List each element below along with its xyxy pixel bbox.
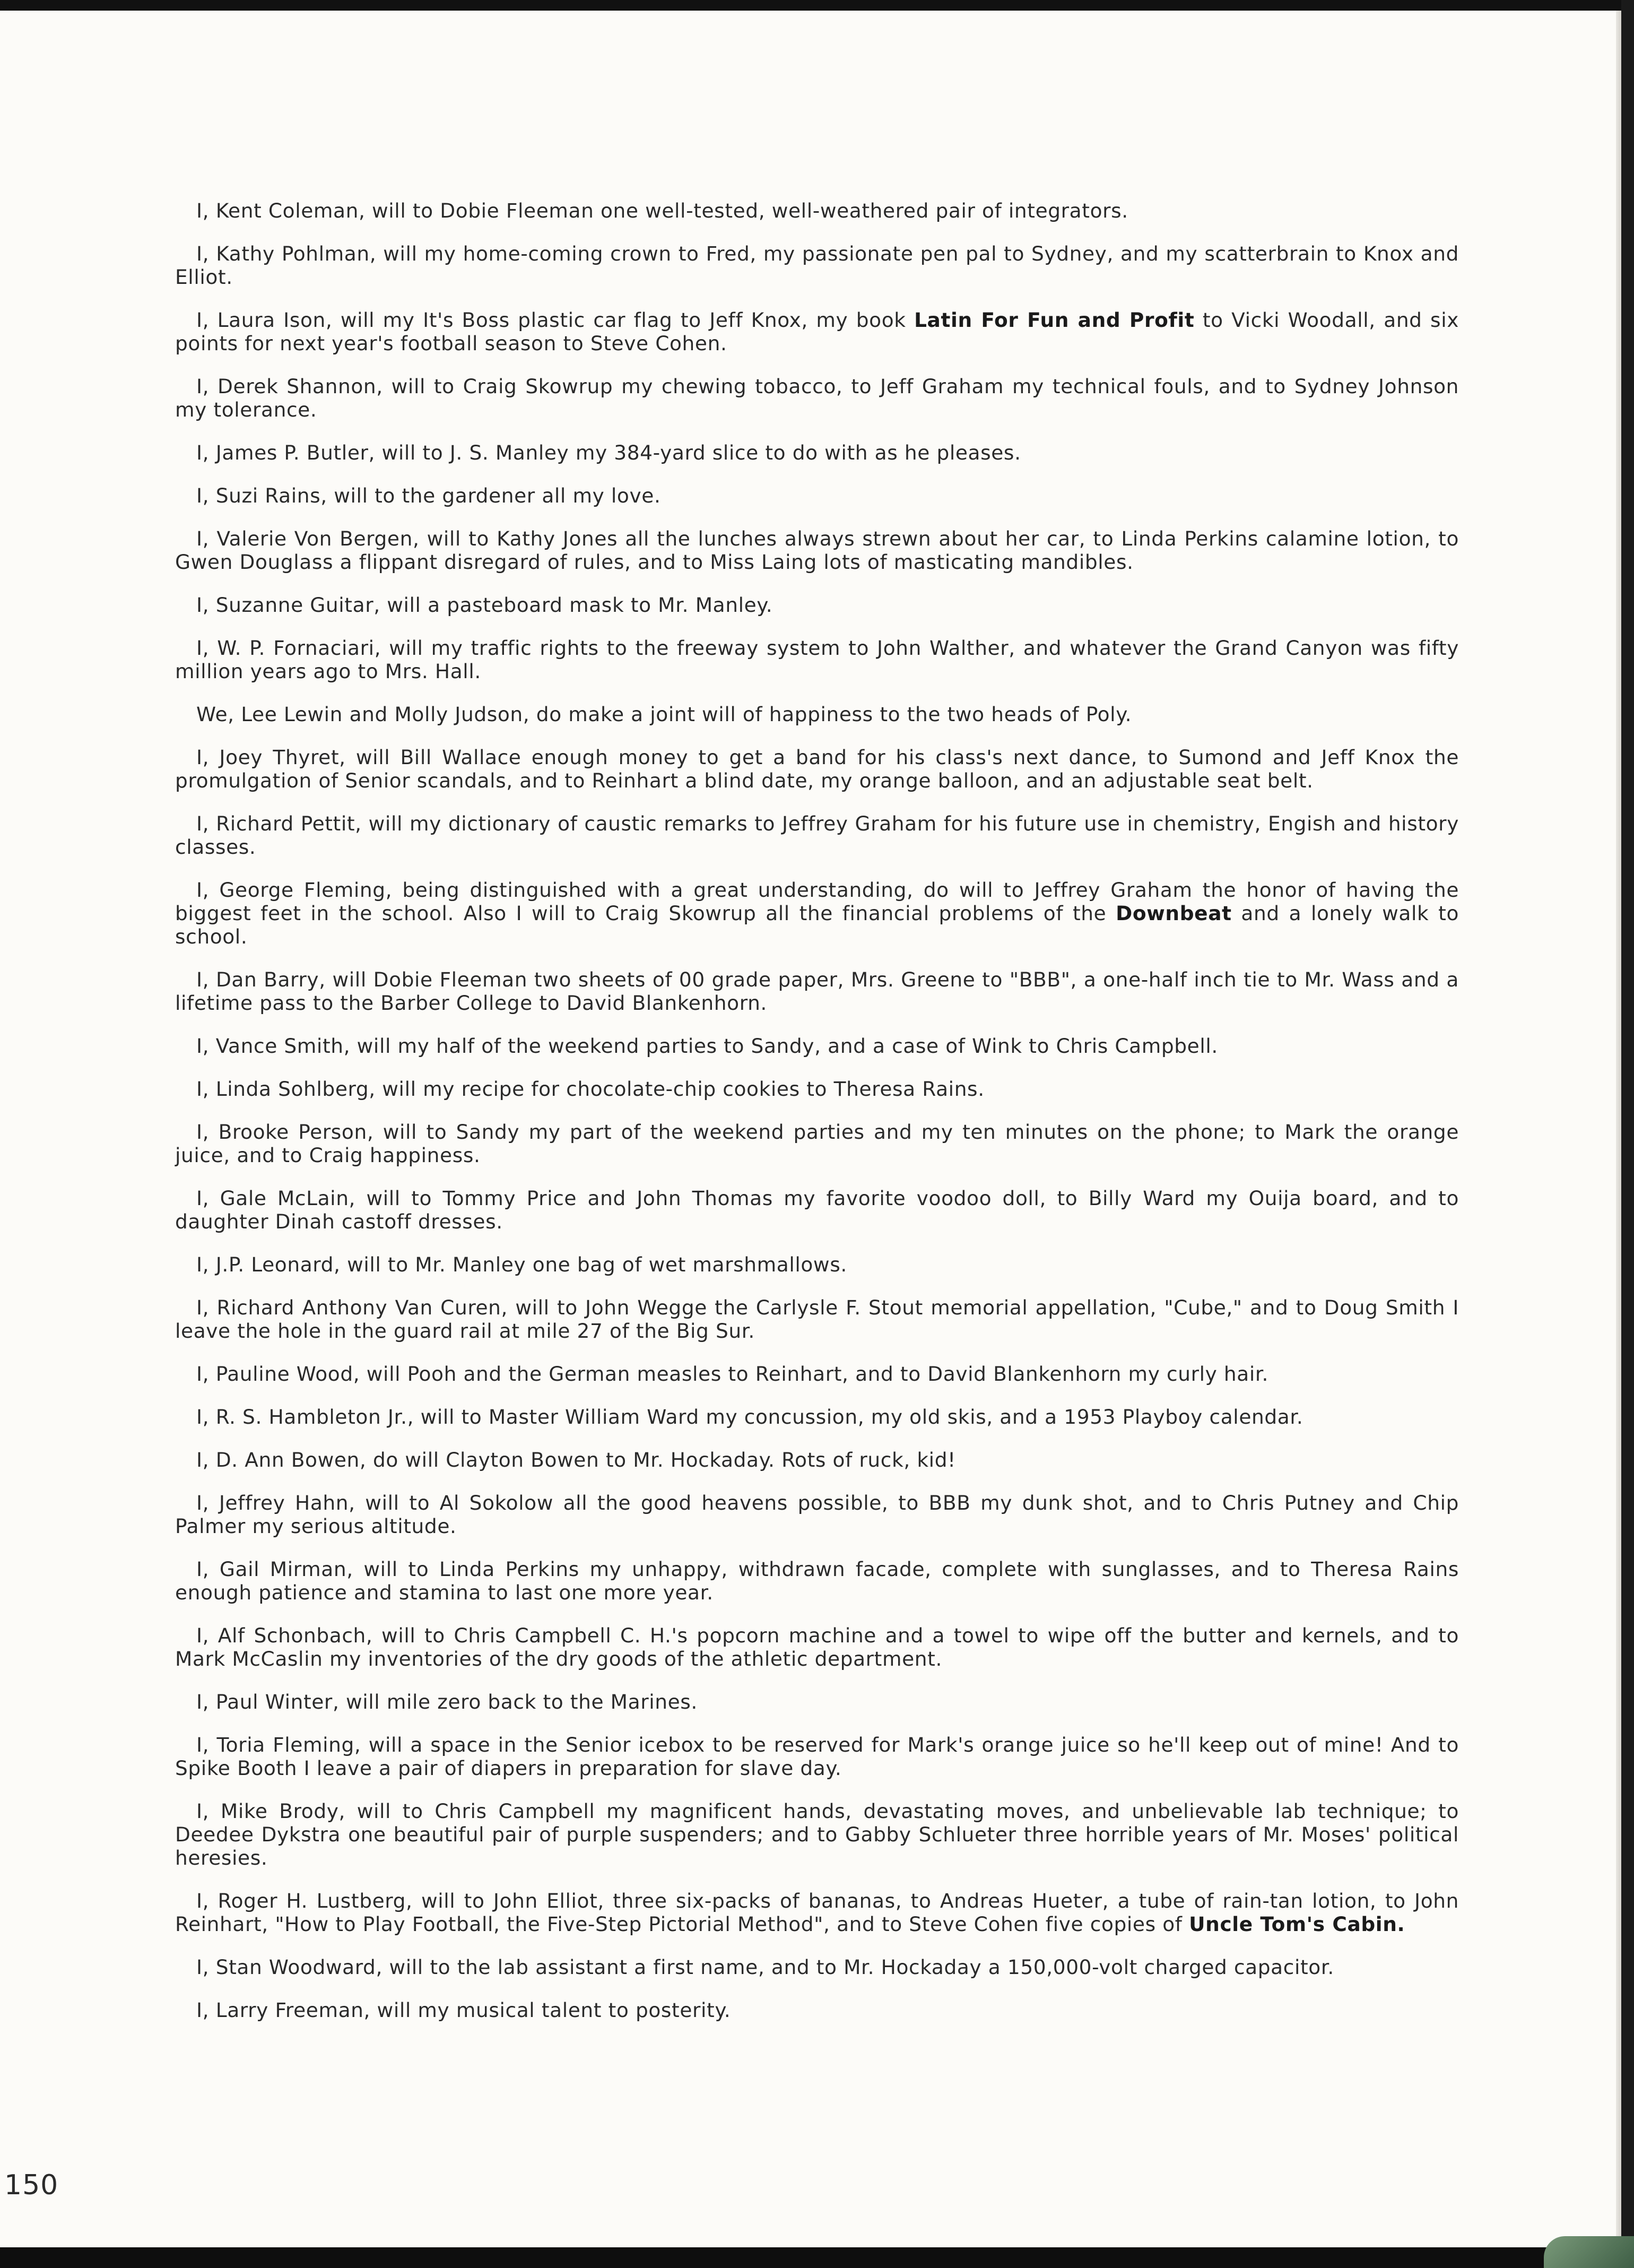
will-entry [175, 1624, 1459, 1670]
will-entry [175, 1491, 1459, 1538]
will-entry [175, 1955, 1459, 1979]
will-entry [175, 1362, 1459, 1386]
will-entry [175, 308, 1459, 355]
will-entry [175, 441, 1459, 464]
will-text: I, Valerie Von Bergen, will to Kathy Jones all the lunches always strewn about her car, to Linda Perkins calamine lotion, to Gwen Douglass a flippant disregard of rules, and to Miss Laing lots of masticating mandibles. [175, 527, 1459, 574]
will-text: I, Suzi Rains, will to the gardener all my love. [196, 484, 661, 507]
will-text: I, Roger H. Lustberg, will to John Elliot, three six-packs of bananas, to Andreas Hueter, a tube of rain-tan lotion, to John Reinhart, "How to Play Football, the Five-Step Pictorial Method", and to Steve Cohen five copies of [175, 1889, 1459, 1936]
will-entry [175, 484, 1459, 507]
will-entry [175, 1034, 1459, 1058]
will-text: I, Derek Shannon, will to Craig Skowrup my chewing tobacco, to Jeff Graham my technical fouls, and to Sydney Johnson my tolerance. [175, 375, 1459, 421]
will-text: I, Suzanne Guitar, will a pasteboard mask to Mr. Manley. [196, 593, 773, 617]
will-text: I, Pauline Wood, will Pooh and the German measles to Reinhart, and to David Blankenhorn my curly hair. [196, 1362, 1268, 1386]
will-text: I, Toria Fleming, will a space in the Senior icebox to be reserved for Mark's orange juice so he'll keep out of mine! And to Spike Booth I leave a pair of diapers in preparation for slave day. [175, 1733, 1459, 1780]
will-entry [175, 1799, 1459, 1869]
will-text: I, Laura Ison, will my It's Boss plastic car flag to Jeff Knox, my book [196, 308, 915, 332]
will-entry [175, 1448, 1459, 1471]
will-text: I, Alf Schonbach, will to Chris Campbell C. H.'s popcorn machine and a towel to wipe off the butter and kernels, and to Mark McCaslin my inventories of the dry goods of the athletic department. [175, 1624, 1459, 1670]
will-text: I, Joey Thyret, will Bill Wallace enough money to get a band for his class's next dance, to Sumond and Jeff Knox the promulgation of Senior scandals, and to Reinhart a blind date, my orange balloon, and an adjustable seat belt. [175, 746, 1459, 792]
will-entry [175, 1405, 1459, 1429]
will-entry [175, 1998, 1459, 2022]
will-entry [175, 593, 1459, 617]
will-text: I, Larry Freeman, will my musical talent to posterity. [196, 1998, 731, 2022]
will-entry [175, 703, 1459, 726]
will-text: I, Richard Pettit, will my dictionary of caustic remarks to Jeffrey Graham for his future use in chemistry, Engish and history classes. [175, 812, 1459, 859]
will-entry [175, 968, 1459, 1015]
will-text: and a lonely walk to school. [175, 902, 1459, 948]
will-entry [175, 1557, 1459, 1604]
will-text: I, Stan Woodward, will to the lab assistant a first name, and to Mr. Hockaday a 150,000-volt charged capacitor. [196, 1955, 1334, 1979]
will-text: I, Kent Coleman, will to Dobie Fleeman one well-tested, well-weathered pair of integrators. [196, 199, 1128, 222]
will-entry [175, 242, 1459, 289]
will-text: I, Paul Winter, will mile zero back to the Marines. [196, 1690, 698, 1713]
will-text: I, Richard Anthony Van Curen, will to John Wegge the Carlysle F. Stout memorial appellation, "Cube," and to Doug Smith I leave the hole in the guard rail at mile 27 of the Big Sur. [175, 1296, 1459, 1343]
will-entry [175, 1120, 1459, 1167]
will-entry [175, 375, 1459, 421]
will-entry [175, 527, 1459, 574]
will-entry [175, 636, 1459, 683]
will-text: I, Vance Smith, will my half of the weekend parties to Sandy, and a case of Wink to Chris Campbell. [196, 1034, 1218, 1058]
will-text: to Vicki Woodall, and six points for next year's football season to Steve Cohen. [175, 308, 1459, 355]
will-entry [175, 746, 1459, 792]
will-entry [175, 1187, 1459, 1233]
scan-bottom-edge [0, 2248, 1634, 2268]
page-gutter [1616, 11, 1621, 2247]
book-title: Uncle Tom's Cabin. [1189, 1912, 1405, 1936]
will-entry [175, 878, 1459, 948]
will-entry [175, 1690, 1459, 1713]
will-text: I, Brooke Person, will to Sandy my part of the weekend parties and my ten minutes on the phone; to Mark the orange juice, and to Craig happiness. [175, 1120, 1459, 1167]
will-entry [175, 1077, 1459, 1101]
will-entry [175, 1733, 1459, 1780]
senior-wills-list [175, 199, 1459, 2041]
will-entry [175, 1253, 1459, 1276]
page-edge-shadow [1621, 0, 1634, 2268]
book-title: Latin For Fun and Profit [914, 308, 1195, 332]
will-text: We, Lee Lewin and Molly Judson, do make a joint will of happiness to the two heads of Poly. [196, 703, 1132, 726]
will-text: I, R. S. Hambleton Jr., will to Master William Ward my concussion, my old skis, and a 1953 Playboy calendar. [196, 1405, 1303, 1429]
yearbook-page [0, 11, 1621, 2247]
will-text: I, James P. Butler, will to J. S. Manley my 384-yard slice to do with as he pleases. [196, 441, 1021, 464]
will-entry [175, 812, 1459, 859]
will-text: I, Mike Brody, will to Chris Campbell my magnificent hands, devastating moves, and unbelievable lab technique; to Deedee Dykstra one beautiful pair of purple suspenders; and to Gabby Schlueter three horrible years of Mr. Moses' political heresies. [175, 1799, 1459, 1869]
will-text: I, D. Ann Bowen, do will Clayton Bowen to Mr. Hockaday. Rots of ruck, kid! [196, 1448, 956, 1471]
page-number: 150 [4, 2169, 59, 2201]
will-text: I, Jeffrey Hahn, will to Al Sokolow all the good heavens possible, to BBB my dunk shot, and to Chris Putney and Chip Palmer my serious altitude. [175, 1491, 1459, 1538]
will-text: I, J.P. Leonard, will to Mr. Manley one bag of wet marshmallows. [196, 1253, 847, 1276]
will-entry [175, 199, 1459, 222]
will-text: I, George Fleming, being distinguished with a great understanding, do will to Jeffrey Graham the honor of having the biggest feet in the school. Also I will to Craig Skowrup all the financial problems of the [175, 878, 1459, 925]
will-text: I, W. P. Fornaciari, will my traffic rights to the freeway system to John Walther, and whatever the Grand Canyon was fifty million years ago to Mrs. Hall. [175, 636, 1459, 683]
will-text: I, Dan Barry, will Dobie Fleeman two sheets of 00 grade paper, Mrs. Greene to "BBB", a one-half inch tie to Mr. Wass and a lifetime pass to the Barber College to David Blankenhorn. [175, 968, 1459, 1015]
book-title: Downbeat [1116, 902, 1232, 925]
will-text: I, Kathy Pohlman, will my home-coming crown to Fred, my passionate pen pal to Sydney, and my scatterbrain to Knox and Elliot. [175, 242, 1459, 289]
will-entry [175, 1889, 1459, 1936]
will-text: I, Gail Mirman, will to Linda Perkins my unhappy, withdrawn facade, complete with sunglasses, and to Theresa Rains enough patience and stamina to last one more year. [175, 1557, 1459, 1604]
will-text: I, Gale McLain, will to Tommy Price and John Thomas my favorite voodoo doll, to Billy Ward my Ouija board, and to daughter Dinah castoff dresses. [175, 1187, 1459, 1233]
page-corner-tab [1544, 2236, 1634, 2268]
will-text: I, Linda Sohlberg, will my recipe for chocolate-chip cookies to Theresa Rains. [196, 1077, 985, 1101]
will-entry [175, 1296, 1459, 1343]
